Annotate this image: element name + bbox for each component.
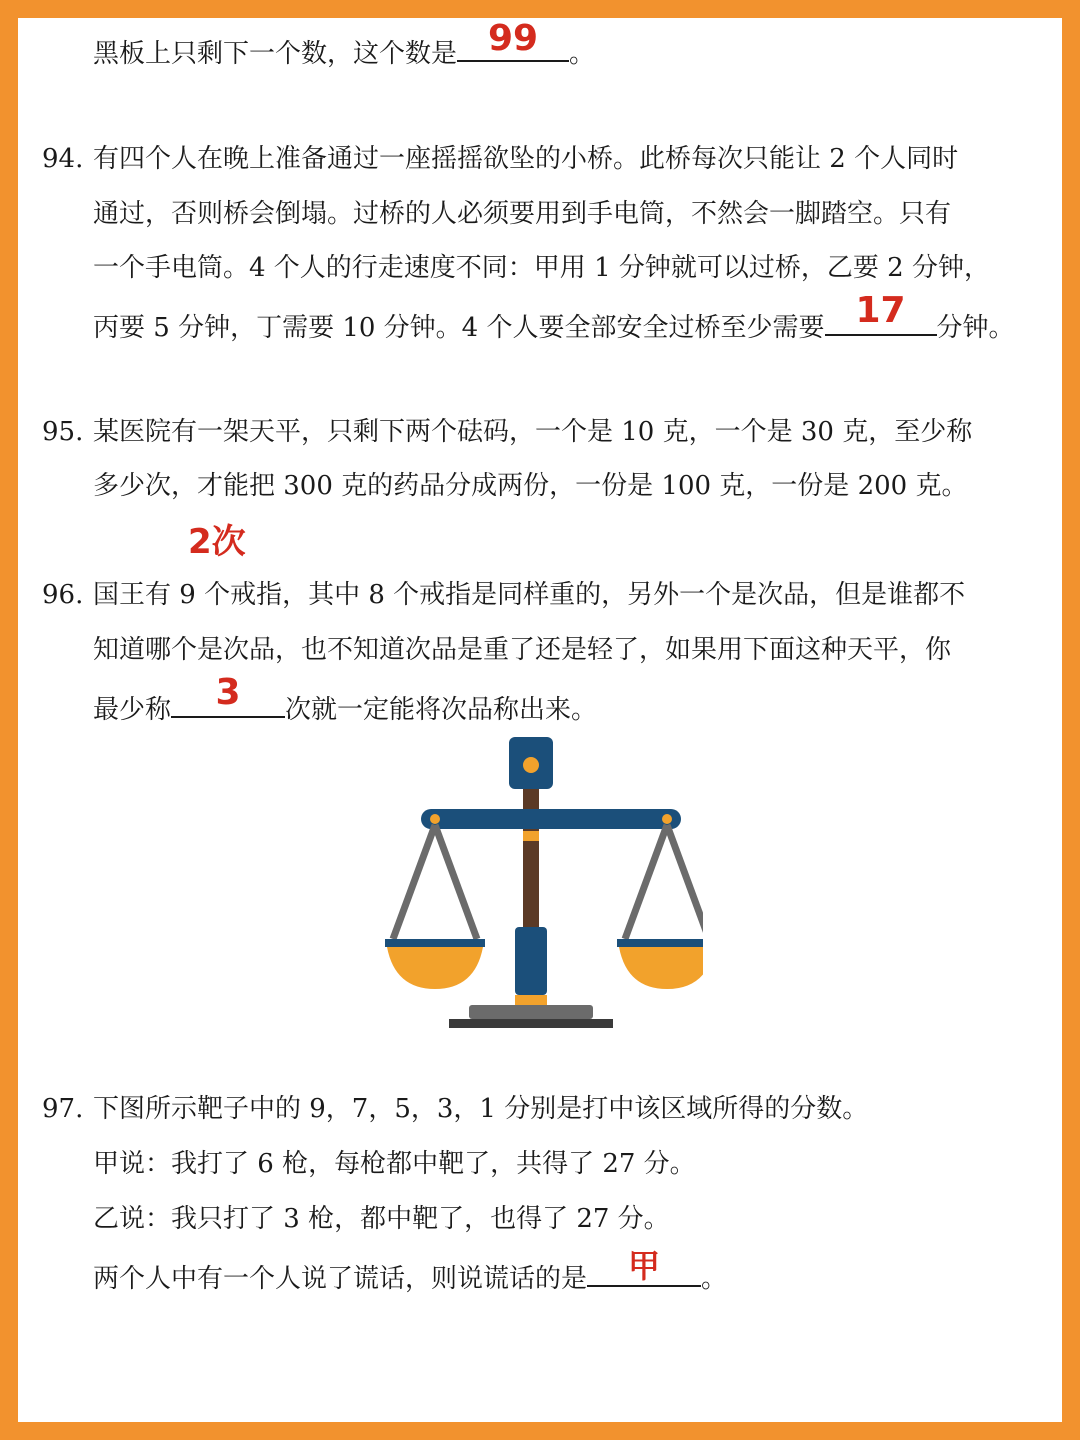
q96-text-end: 次就一定能将次品称出来。 xyxy=(285,695,598,725)
q95-answer: 2次 xyxy=(188,522,246,562)
q93-line xyxy=(93,18,596,71)
scale-left-pan xyxy=(387,947,483,989)
q97-text: 两个人中有一个人说了谎话，则说谎话的是 xyxy=(93,1264,588,1294)
scale-pole-band xyxy=(523,831,539,841)
scale-column-band xyxy=(515,995,547,1005)
balance-scale-svg xyxy=(363,733,703,1028)
q94-text-end: 分钟。 xyxy=(936,313,1015,343)
worksheet-page xyxy=(18,18,1062,1422)
scale-right-pan xyxy=(619,947,703,989)
scale-right-string-a xyxy=(625,825,667,939)
q97-text-end: 。 xyxy=(701,1264,728,1294)
q94-line-4 xyxy=(93,290,1015,345)
q97-line-3: 乙说：我只打了 3 枪，都中靶了，也得了 27 分。 xyxy=(93,1204,670,1234)
scale-base-bottom xyxy=(449,1019,613,1028)
scale-beam-left-dot xyxy=(430,814,440,824)
scale-left-pan-rim xyxy=(385,939,485,947)
scale-left-string-b xyxy=(435,825,477,939)
q96-answer: 3 xyxy=(215,672,241,713)
q96-line-1: 国王有 9 个戒指，其中 8 个戒指是同样重的，另外一个是次品，但是谁都不 xyxy=(93,580,966,610)
q94-line-3: 一个手电筒。4 个人的行走速度不同：甲用 1 分钟就可以过桥，乙要 2 分钟， xyxy=(93,253,990,283)
q97-number: 97. xyxy=(42,1094,84,1124)
q96-text: 最少称 xyxy=(93,695,172,725)
q93-text-end: 。 xyxy=(569,39,596,69)
balance-scale-icon xyxy=(363,733,703,1028)
q96-number: 96. xyxy=(42,580,84,610)
q97-line-4 xyxy=(93,1247,728,1296)
scale-right-pan-rim xyxy=(617,939,703,947)
scale-right-string-b xyxy=(667,825,703,939)
q94-text: 丙要 5 分钟，丁需要 10 分钟。4 个人要全部安全过桥至少需要 xyxy=(93,313,825,343)
scale-beam-right-dot xyxy=(662,814,672,824)
scale-left-string-a xyxy=(393,825,435,939)
q94-answer: 17 xyxy=(855,290,906,331)
q96-line-2: 知道哪个是次品，也不知道次品是重了还是轻了，如果用下面这种天平，你 xyxy=(93,635,952,665)
scale-lower-column xyxy=(515,927,547,995)
q95-line-2: 多少次，才能把 300 克的药品分成两份，一份是 100 克，一份是 200 克。 xyxy=(93,471,968,501)
q93-text: 黑板上只剩下一个数，这个数是 xyxy=(93,39,458,69)
q94-line-1: 有四个人在晚上准备通过一座摇摇欲坠的小桥。此桥每次只能让 2 个人同时 xyxy=(93,144,959,174)
q94-answer-blank xyxy=(825,290,937,336)
q97-answer-blank xyxy=(587,1247,701,1287)
q95-number: 95. xyxy=(42,417,84,447)
q96-answer-blank xyxy=(171,672,285,718)
scale-top-dot xyxy=(523,757,539,773)
q97-line-1: 下图所示靶子中的 9，7，5，3，1 分别是打中该区域所得的分数。 xyxy=(93,1094,869,1124)
q94-line-2: 通过，否则桥会倒塌。过桥的人必须要用到手电筒，不然会一脚踏空。只有 xyxy=(93,199,952,229)
q96-line-3 xyxy=(93,672,598,727)
q93-answer: 99 xyxy=(487,18,539,59)
scale-beam xyxy=(421,809,681,829)
q95-line-1: 某医院有一架天平，只剩下两个砝码，一个是 10 克，一个是 30 克，至少称 xyxy=(93,417,973,447)
q94-number: 94. xyxy=(42,144,84,174)
scale-base-top xyxy=(469,1005,593,1019)
q93-answer-blank xyxy=(457,18,569,62)
q97-line-2: 甲说：我打了 6 枪，每枪都中靶了，共得了 27 分。 xyxy=(93,1149,696,1179)
q97-answer: 甲 xyxy=(628,1247,661,1285)
